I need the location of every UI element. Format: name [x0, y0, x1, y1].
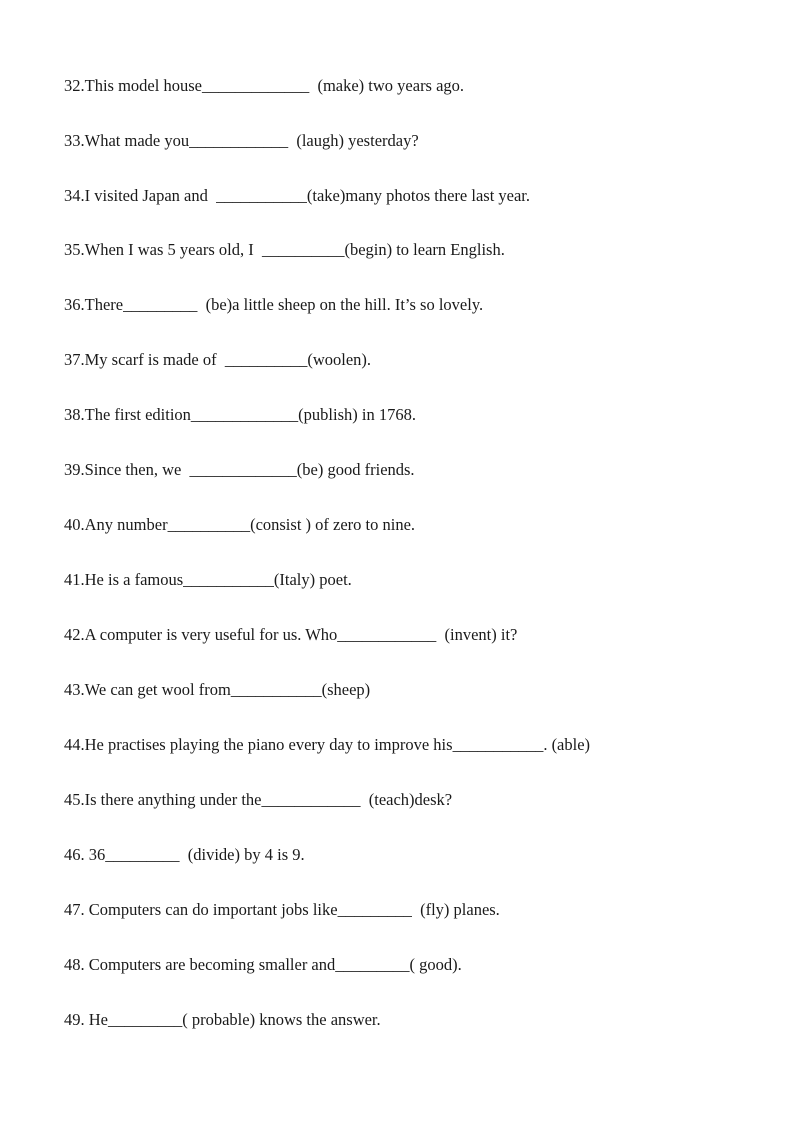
question-43: 43.We can get wool from___________(sheep) [64, 680, 371, 699]
question-42: 42.A computer is very useful for us. Who____________ (invent) it? [64, 625, 518, 644]
question-48: 48. Computers are becoming smaller and_________( good). [64, 955, 462, 974]
question-40: 40.Any number__________(consist ) of zero to nine. [64, 515, 416, 534]
question-39: 39.Since then, we _____________(be) good friends. [64, 460, 415, 479]
question-36: 36.There_________ (be)a little sheep on the hill. It’s so lovely. [64, 295, 484, 314]
question-32: 32.This model house_____________ (make) two years ago. [64, 76, 465, 95]
question-34: 34.I visited Japan and ___________(take)many photos there last year. [64, 186, 531, 205]
question-46: 46. 36_________ (divide) by 4 is 9. [64, 845, 305, 864]
question-35: 35.When I was 5 years old, I __________(begin) to learn English. [64, 240, 505, 259]
question-45: 45.Is there anything under the____________ (teach)desk? [64, 790, 453, 809]
question-47: 47. Computers can do important jobs like_________ (fly) planes. [64, 900, 500, 919]
question-44: 44.He practises playing the piano every day to improve his___________. (able) [64, 735, 591, 754]
question-38: 38.The first edition_____________(publish) in 1768. [64, 405, 416, 424]
question-37: 37.My scarf is made of __________(woolen). [64, 350, 372, 369]
question-49: 49. He_________( probable) knows the answer. [64, 1010, 381, 1029]
question-33: 33.What made you____________ (laugh) yesterday? [64, 131, 419, 150]
question-41: 41.He is a famous___________(Italy) poet. [64, 570, 352, 589]
